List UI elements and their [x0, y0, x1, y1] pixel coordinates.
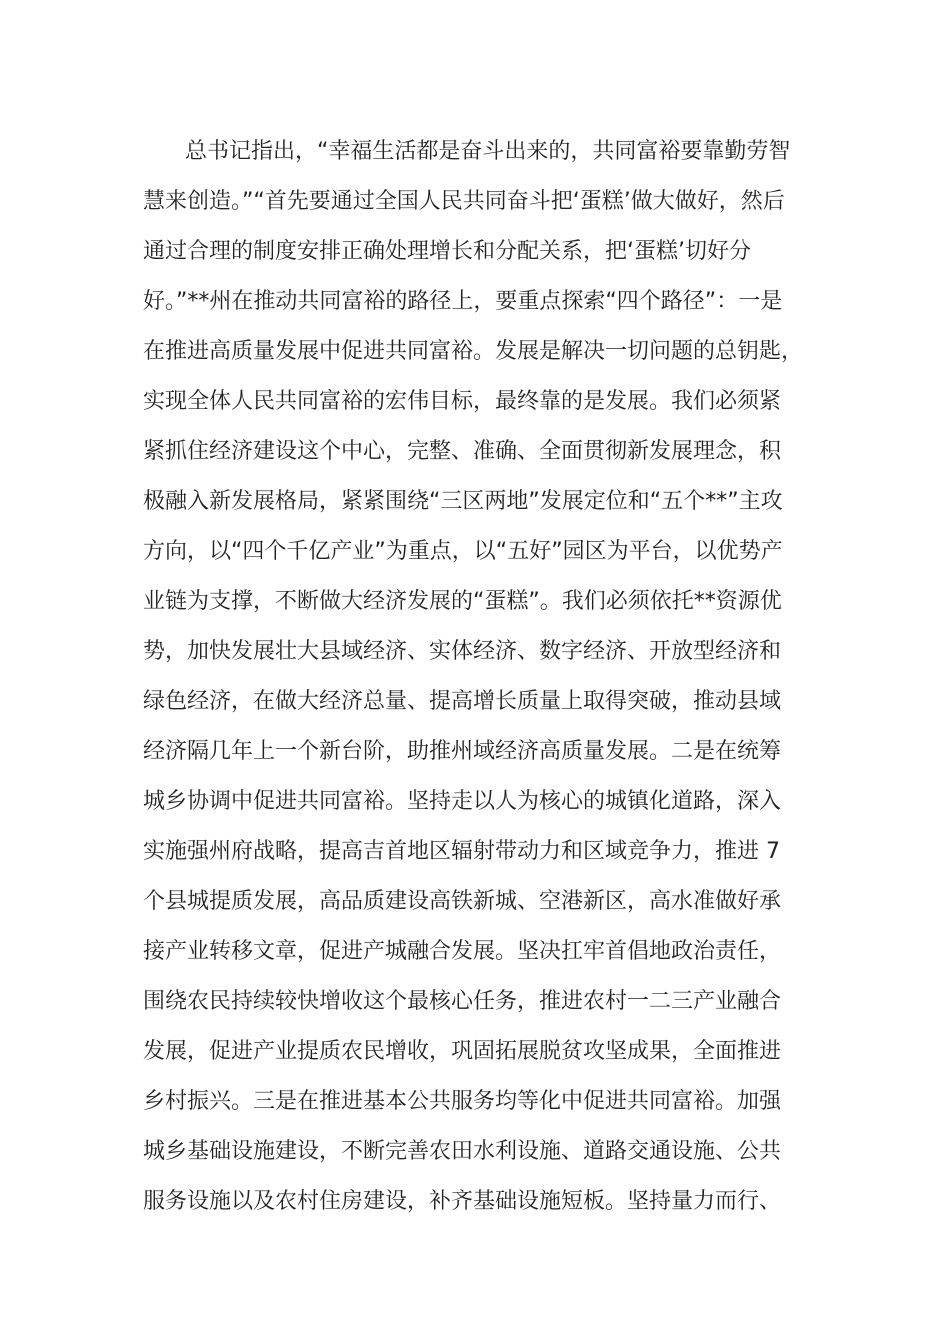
paragraph-line: 慧来创造。”“首先要通过全国人民共同奋斗把‘蛋糕’做大做好，然后 [143, 189, 785, 214]
paragraph-line: 在推进高质量发展中促进共同富裕。发展是解决一切问题的总钥匙， [143, 339, 804, 364]
paragraph-line: 好。”**州在推动共同富裕的路径上，要重点探索“四个路径”：一是 [143, 289, 783, 314]
paragraph-line: 方向，以“四个千亿产业”为重点，以“五好”园区为平台，以优势产 [143, 539, 783, 564]
paragraph-line: 城乡基础设施建设，不断完善农田水利设施、道路交通设施、公共 [143, 1139, 782, 1164]
paragraph-line: 个县城提质发展，高品质建设高铁新城、空港新区，高水准做好承 [143, 889, 782, 914]
paragraph-line: 围绕农民持续较快增收这个最核心任务，推进农村一二三产业融合 [143, 989, 782, 1014]
body-paragraph [143, 134, 813, 1234]
paragraph-line: 经济隔几年上一个新台阶，助推州域经济高质量发展。二是在统筹 [143, 739, 782, 764]
paragraph-line: 绿色经济，在做大经济总量、提高增长质量上取得突破，推动县域 [143, 689, 782, 714]
paragraph-line: 乡村振兴。三是在推进基本公共服务均等化中促进共同富裕。加强 [143, 1089, 782, 1114]
paragraph-line: 紧抓住经济建设这个中心，完整、准确、全面贯彻新发展理念，积 [143, 439, 782, 464]
paragraph-line: 发展，促进产业提质农民增收，巩固拓展脱贫攻坚成果，全面推进 [143, 1039, 782, 1064]
paragraph-line: 实现全体人民共同富裕的宏伟目标，最终靠的是发展。我们必须紧 [143, 389, 782, 414]
paragraph-line: 实施强州府战略，提高吉首地区辐射带动力和区域竞争力，推进 7 [143, 839, 780, 864]
paragraph-line: 极融入新发展格局，紧紧围绕“三区两地”发展定位和“五个**”主攻 [143, 489, 783, 514]
paragraph-line: 城乡协调中促进共同富裕。坚持走以人为核心的城镇化道路，深入 [143, 789, 782, 814]
paragraph-line: 总书记指出，“幸福生活都是奋斗出来的，共同富裕要靠勤劳智 [185, 139, 791, 164]
paragraph-line: 通过合理的制度安排正确处理增长和分配关系，把‘蛋糕’切好分 [143, 239, 751, 264]
paragraph-line: 势，加快发展壮大县域经济、实体经济、数字经济、开放型经济和 [143, 639, 782, 664]
paragraph-line: 服务设施以及农村住房建设，补齐基础设施短板。坚持量力而行、 [143, 1189, 782, 1214]
paragraph-line: 业链为支撑，不断做大经济发展的“蛋糕”。我们必须依托**资源优 [143, 589, 782, 614]
paragraph-line: 接产业转移文章，促进产城融合发展。坚决扛牢首倡地政治责任， [143, 939, 782, 964]
